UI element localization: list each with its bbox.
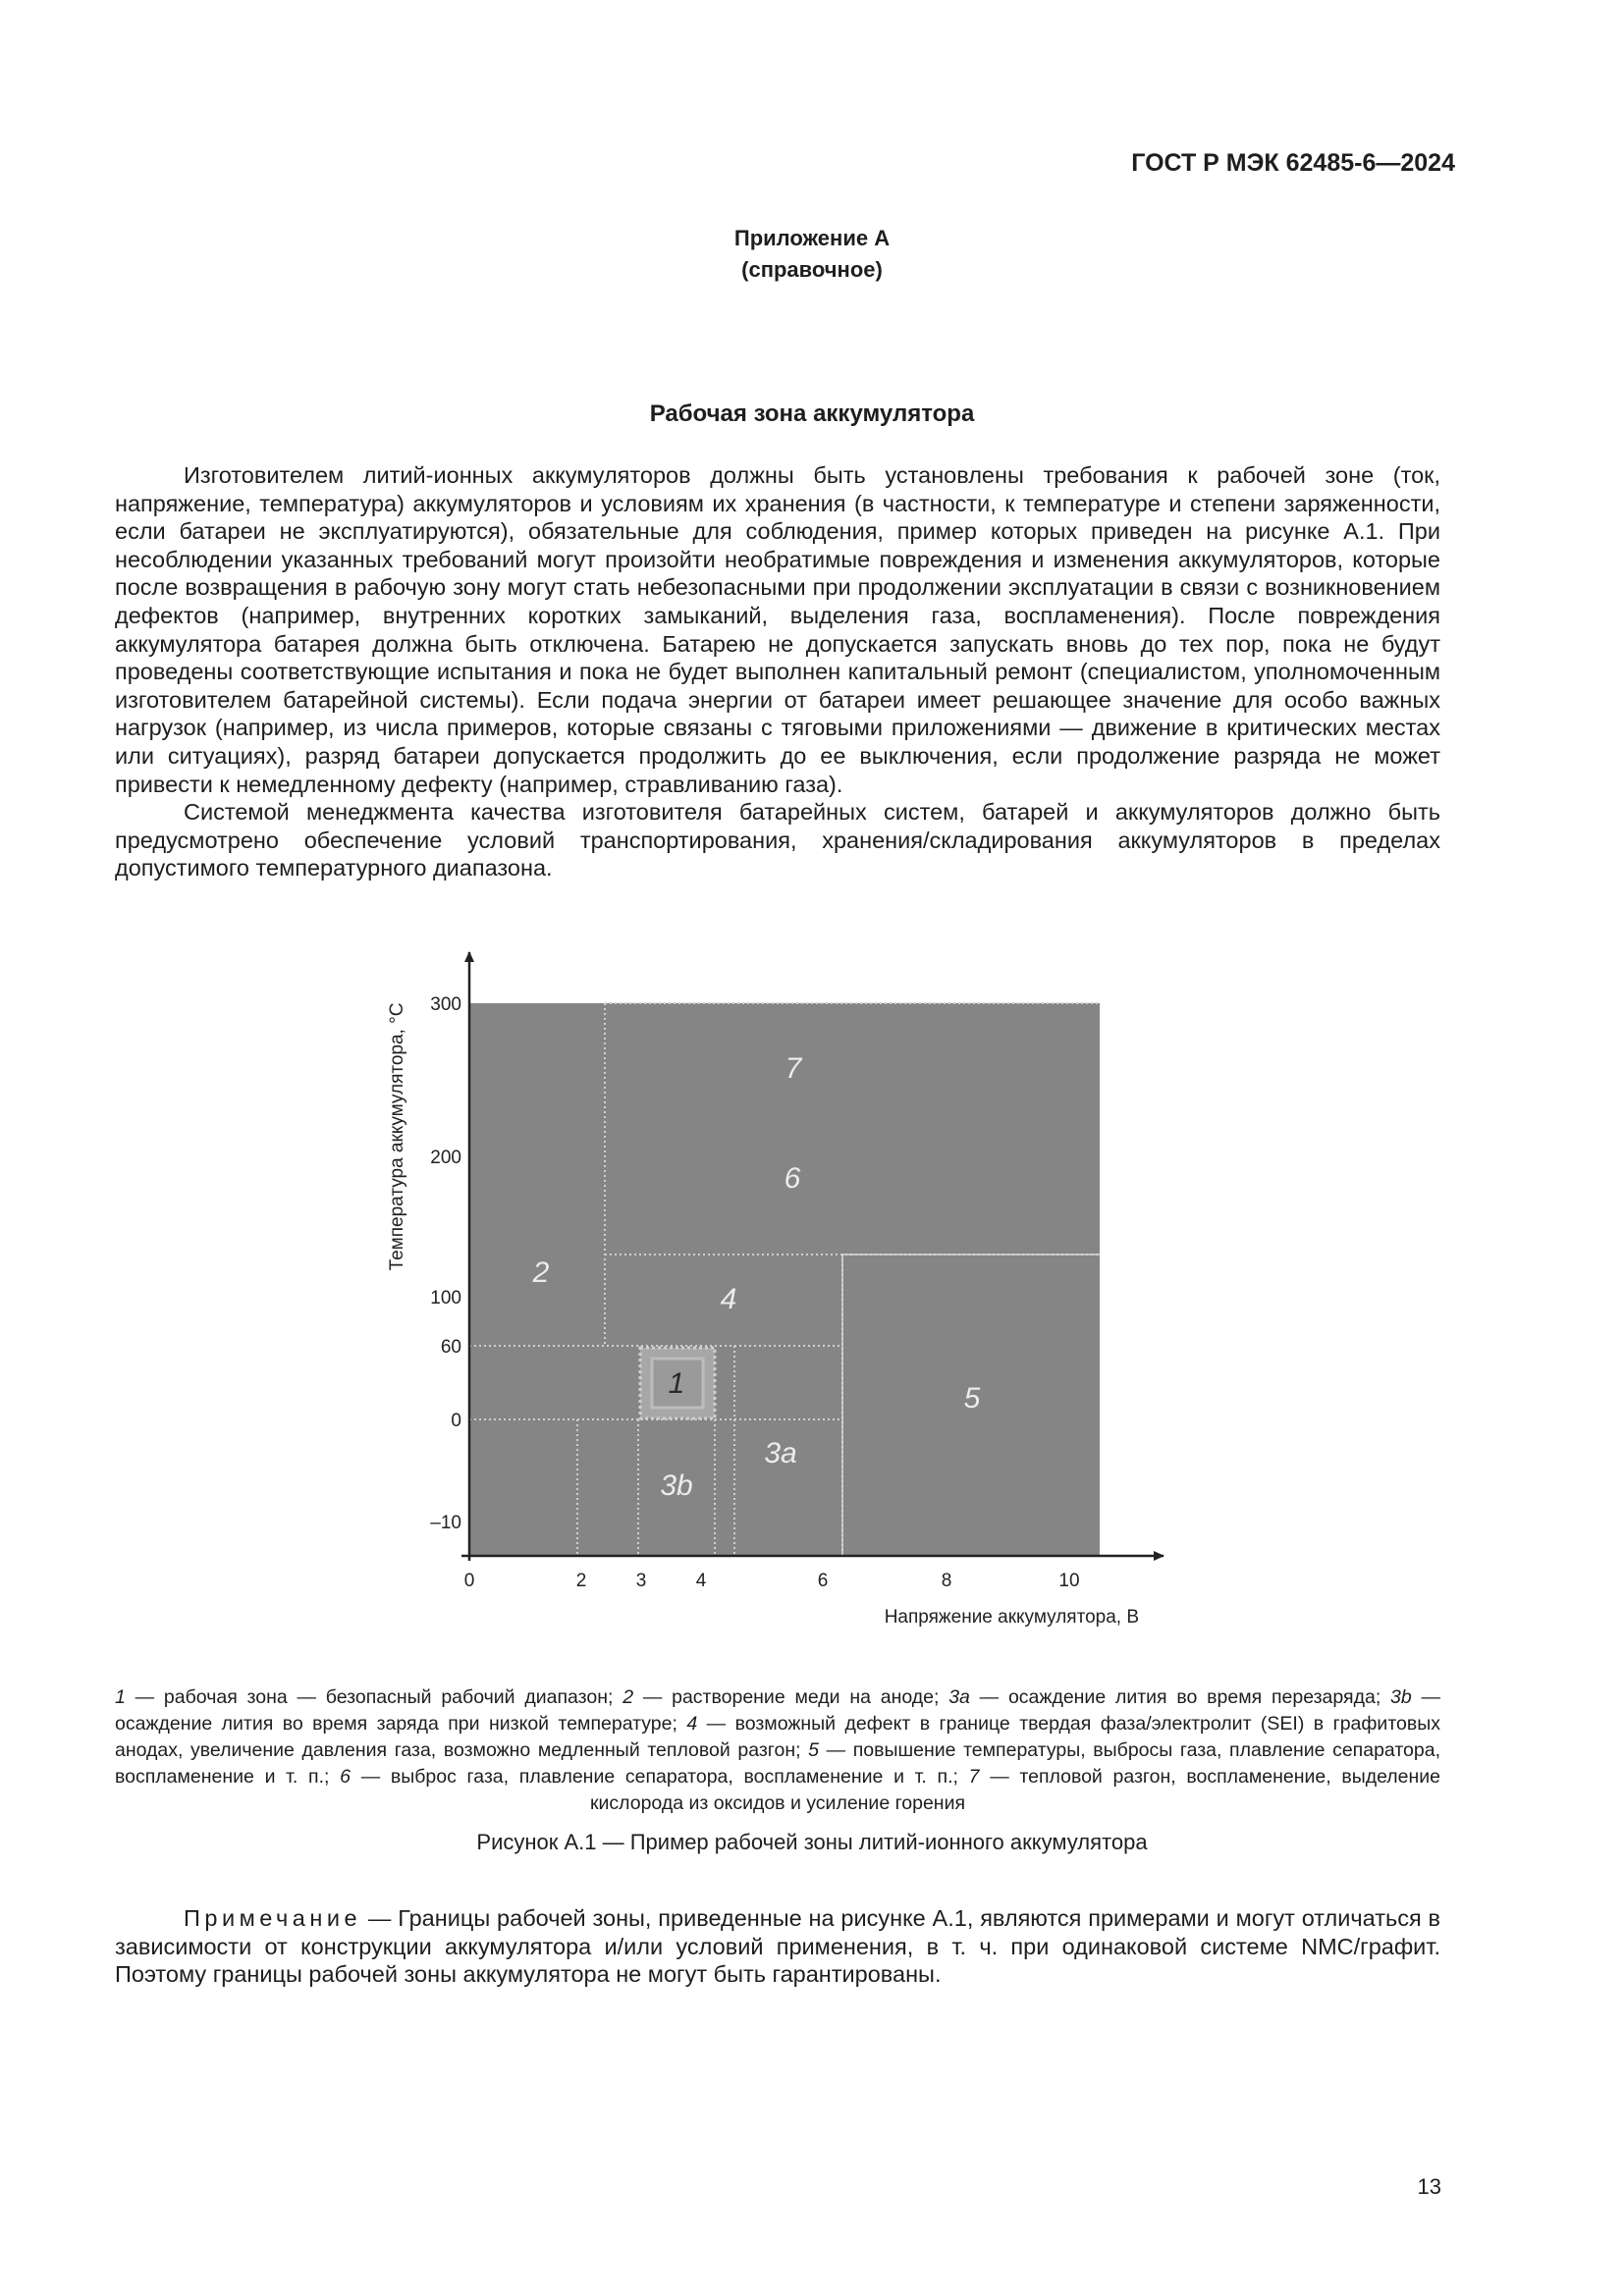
legend-key-5: 5 xyxy=(808,1739,819,1761)
figure-a1 xyxy=(363,933,1168,1644)
legend-key-7: 7 xyxy=(968,1766,980,1788)
document-code: ГОСТ Р МЭК 62485-6—2024 xyxy=(1131,149,1455,177)
legend-text-3a: — осаждение лития во время перезаряда; xyxy=(969,1686,1391,1708)
legend-key-1: 1 xyxy=(115,1686,126,1708)
figure-caption: Рисунок А.1 — Пример рабочей зоны литий-ионного аккумулятора xyxy=(476,1830,1148,1854)
legend-text-1: — рабочая зона — безопасный рабочий диапазон; xyxy=(125,1686,623,1708)
x-axis-label: Напряжение аккумулятора, В xyxy=(884,1607,1139,1628)
legend-key-4: 4 xyxy=(686,1713,698,1735)
legend-key-6: 6 xyxy=(340,1766,351,1788)
paragraph-1: Изготовителем литий-ионных аккумуляторов должны быть установлены требования к рабочей зоне (ток, напряжение, температура) аккумуляторов и условиям их хранения (в частности, к температуре и степени заряженности, если батареи не эксплуатируются), обязательные для соблюдения, пример которых приведен на рисунке А.1. При несоблюдении указанных требований могут произойти необратимые повреждения и изменения аккумуляторов, которые после возвращения в рабочую зону могут стать небезопасными при продолжении эксплуатации в связи с возникновением дефектов (например, внутренних коротких замыканий, выделения газа, воспламенения). После повреждения аккумулятора батарея должна быть отключена. Батарею не допускается запускать вновь до тех пор, пока не будут проведены соответствующие испытания и пока не будет выполнен капитальный ремонт (специалистом, уполномоченным изготовителем батарейной системы). Если подача энергии от батареи имеет решающее значение для особо важных нагрузок (например, из числа примеров, которые связаны с тяговыми приложениями — движение в критических местах или ситуациях), разряд батареи допускается продолжить до ее выключения, если продолжение разряда не может привести к немедленному дефекту (например, стравливанию газа). xyxy=(115,462,1440,797)
x-tick-4: 4 xyxy=(695,1571,707,1591)
x-tick-6: 6 xyxy=(817,1571,829,1591)
y-tick-minus10: –10 xyxy=(430,1513,461,1533)
legend-key-3a: 3a xyxy=(948,1686,970,1708)
legend-text-4: — возможный дефект в границе твердая фаза/электролит (SEI) в графитовых анодах, увеличение давления газа, возможно медленный тепловой разгон; xyxy=(115,1713,1440,1761)
note-text: — Границы рабочей зоны, приведенные на рисунке А.1, являются примерами и могут отличаться в зависимости от конструкции аккумулятора и/или условий применения, в т. ч. при одинаковой системе NMC/графит. Поэтому границы рабочей зоны аккумулятора не могут быть гарантированы. xyxy=(115,1905,1440,1988)
note-label: Примечание xyxy=(184,1905,362,1931)
region-label-3b: 3b xyxy=(660,1469,693,1502)
annex-title: Приложение А xyxy=(733,226,891,250)
y-tick-100: 100 xyxy=(430,1288,461,1308)
legend-text-7: — тепловой разгон, воспламенение, выделение кислорода из оксидов и усиление горения xyxy=(589,1766,1441,1814)
x-tick-0: 0 xyxy=(463,1571,475,1591)
region-label-3a: 3a xyxy=(764,1437,797,1469)
figure-legend xyxy=(115,1684,1440,1817)
legend-key-2: 2 xyxy=(623,1686,634,1708)
legend-text-3b: — осаждение лития во время заряда при низкой температуре; xyxy=(115,1686,1441,1735)
y-tick-60: 60 xyxy=(440,1337,461,1358)
y-tick-0: 0 xyxy=(451,1411,461,1431)
annex-subtitle: (справочное) xyxy=(741,257,883,282)
body-text xyxy=(115,461,1440,882)
x-tick-3: 3 xyxy=(635,1571,647,1591)
region-label-4: 4 xyxy=(720,1283,737,1315)
legend-text-5: — повышение температуры, выбросы газа, плавление сепаратора, воспламенение и т. п.; xyxy=(115,1739,1440,1788)
section-title: Рабочая зона аккумулятора xyxy=(649,400,975,427)
paragraph-2: Системой менеджмента качества изготовителя батарейных систем, батарей и аккумуляторов должно быть предусмотрено обеспечение условий транспортирования, хранения/складирования аккумуляторов в пределах допустимого температурного диапазона. xyxy=(115,799,1440,881)
legend-text-2: — растворение меди на аноде; xyxy=(633,1686,949,1708)
x-tick-8: 8 xyxy=(941,1571,952,1591)
x-tick-10: 10 xyxy=(1058,1571,1080,1591)
region-label-1: 1 xyxy=(668,1367,685,1400)
plot-area xyxy=(469,1003,1100,1556)
x-tick-2: 2 xyxy=(575,1571,587,1591)
legend-text-6: — выброс газа, плавление сепаратора, воспламенение и т. п.; xyxy=(351,1766,969,1788)
region-label-5: 5 xyxy=(963,1382,981,1415)
y-tick-200: 200 xyxy=(430,1148,461,1168)
operating-zone-diagram xyxy=(363,933,1168,1639)
note xyxy=(115,1904,1440,1989)
legend-key-3b: 3b xyxy=(1390,1686,1412,1708)
region-label-2: 2 xyxy=(532,1256,550,1289)
region-label-7: 7 xyxy=(785,1052,802,1085)
page-number: 13 xyxy=(1417,2174,1441,2199)
region-label-6: 6 xyxy=(784,1162,801,1195)
y-axis-label: Температура аккумулятора, °С xyxy=(387,1002,407,1271)
y-tick-300: 300 xyxy=(430,994,461,1015)
